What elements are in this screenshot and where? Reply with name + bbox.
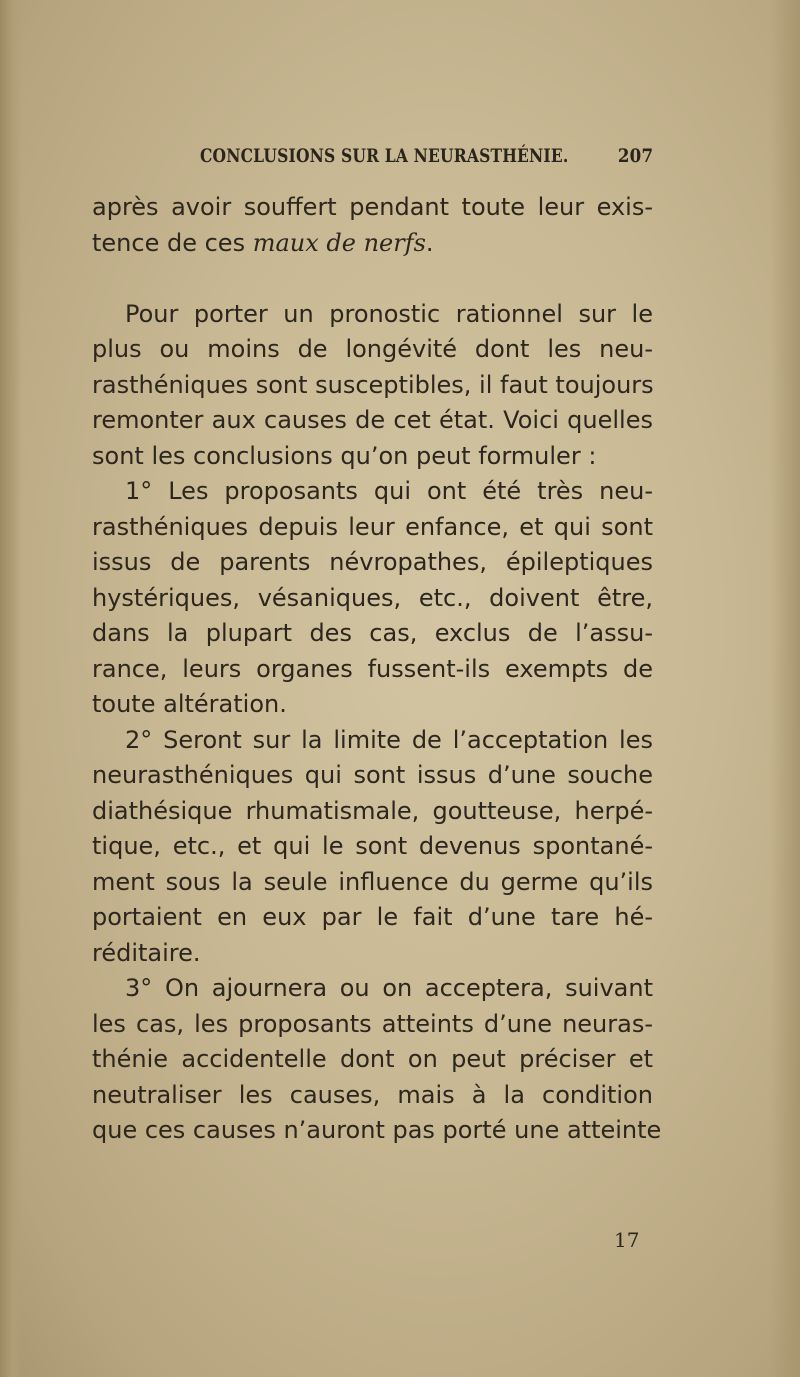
text-line: tique, etc., et qui le sont devenus spontané- (92, 832, 653, 860)
text-line: sont les conclusions qu’on peut formuler : (92, 441, 597, 470)
text-line: ment sous la seule influence du germe qu’ils (92, 867, 653, 896)
italic-phrase: maux de nerfs (252, 228, 426, 257)
page-binding-shadow (0, 0, 22, 1377)
text-line: plus ou moins de longévité dont les neu- (92, 335, 653, 363)
text-line: 3° On ajournera ou on acceptera, suivant (125, 974, 653, 1002)
text-line: hystériques, vésaniques, etc., doivent être, (92, 583, 653, 612)
paragraph-gap (92, 261, 653, 297)
text-line: dans la plupart des cas, exclus de l’assu- (92, 619, 653, 647)
page-header (100, 142, 653, 174)
page-number: 207 (617, 146, 653, 167)
text-line: que ces causes n’auront pas porté une atteinte (92, 1116, 662, 1144)
text-line: thénie accidentelle dont on peut préciser et (92, 1045, 653, 1073)
text-line: toute altération. (92, 690, 287, 718)
text-line: rance, leurs organes fussent-ils exempts de (92, 654, 653, 683)
text-line: rasthéniques depuis leur enfance, et qui sont (92, 512, 653, 541)
signature-mark: 17 (614, 1228, 640, 1252)
text-line: 1° Les proposants qui ont été très neu- (125, 477, 653, 505)
text-line: Pour porter un pronostic rationnel sur le (125, 299, 653, 328)
text-line: neurasthéniques qui sont issus d’une souche (92, 761, 653, 789)
text-line: issus de parents névropathes, épileptiques (92, 548, 653, 576)
text-line: tence de ces maux de nerfs. (92, 228, 434, 257)
text-line: neutraliser les causes, mais à la condition (92, 1080, 653, 1109)
text-line: diathésique rhumatismale, goutteuse, herpé- (92, 796, 653, 825)
text-line: portaient en eux par le fait d’une tare hé- (92, 903, 653, 931)
text-line: 2° Seront sur la limite de l’acceptation les (125, 725, 653, 754)
running-title: CONCLUSIONS SUR LA NEURASTHÉNIE. (200, 146, 569, 167)
text-line: réditaire. (92, 938, 201, 967)
text-line: les cas, les proposants atteints d’une neuras- (92, 1009, 653, 1038)
page-edge-shadow (770, 0, 800, 1377)
text-line: après avoir souffert pendant toute leur exis- (92, 193, 653, 221)
text-line: rasthéniques sont susceptibles, il faut toujours (92, 370, 654, 399)
body-text (92, 190, 662, 1149)
text-line: remonter aux causes de cet état. Voici quelles (92, 406, 653, 434)
